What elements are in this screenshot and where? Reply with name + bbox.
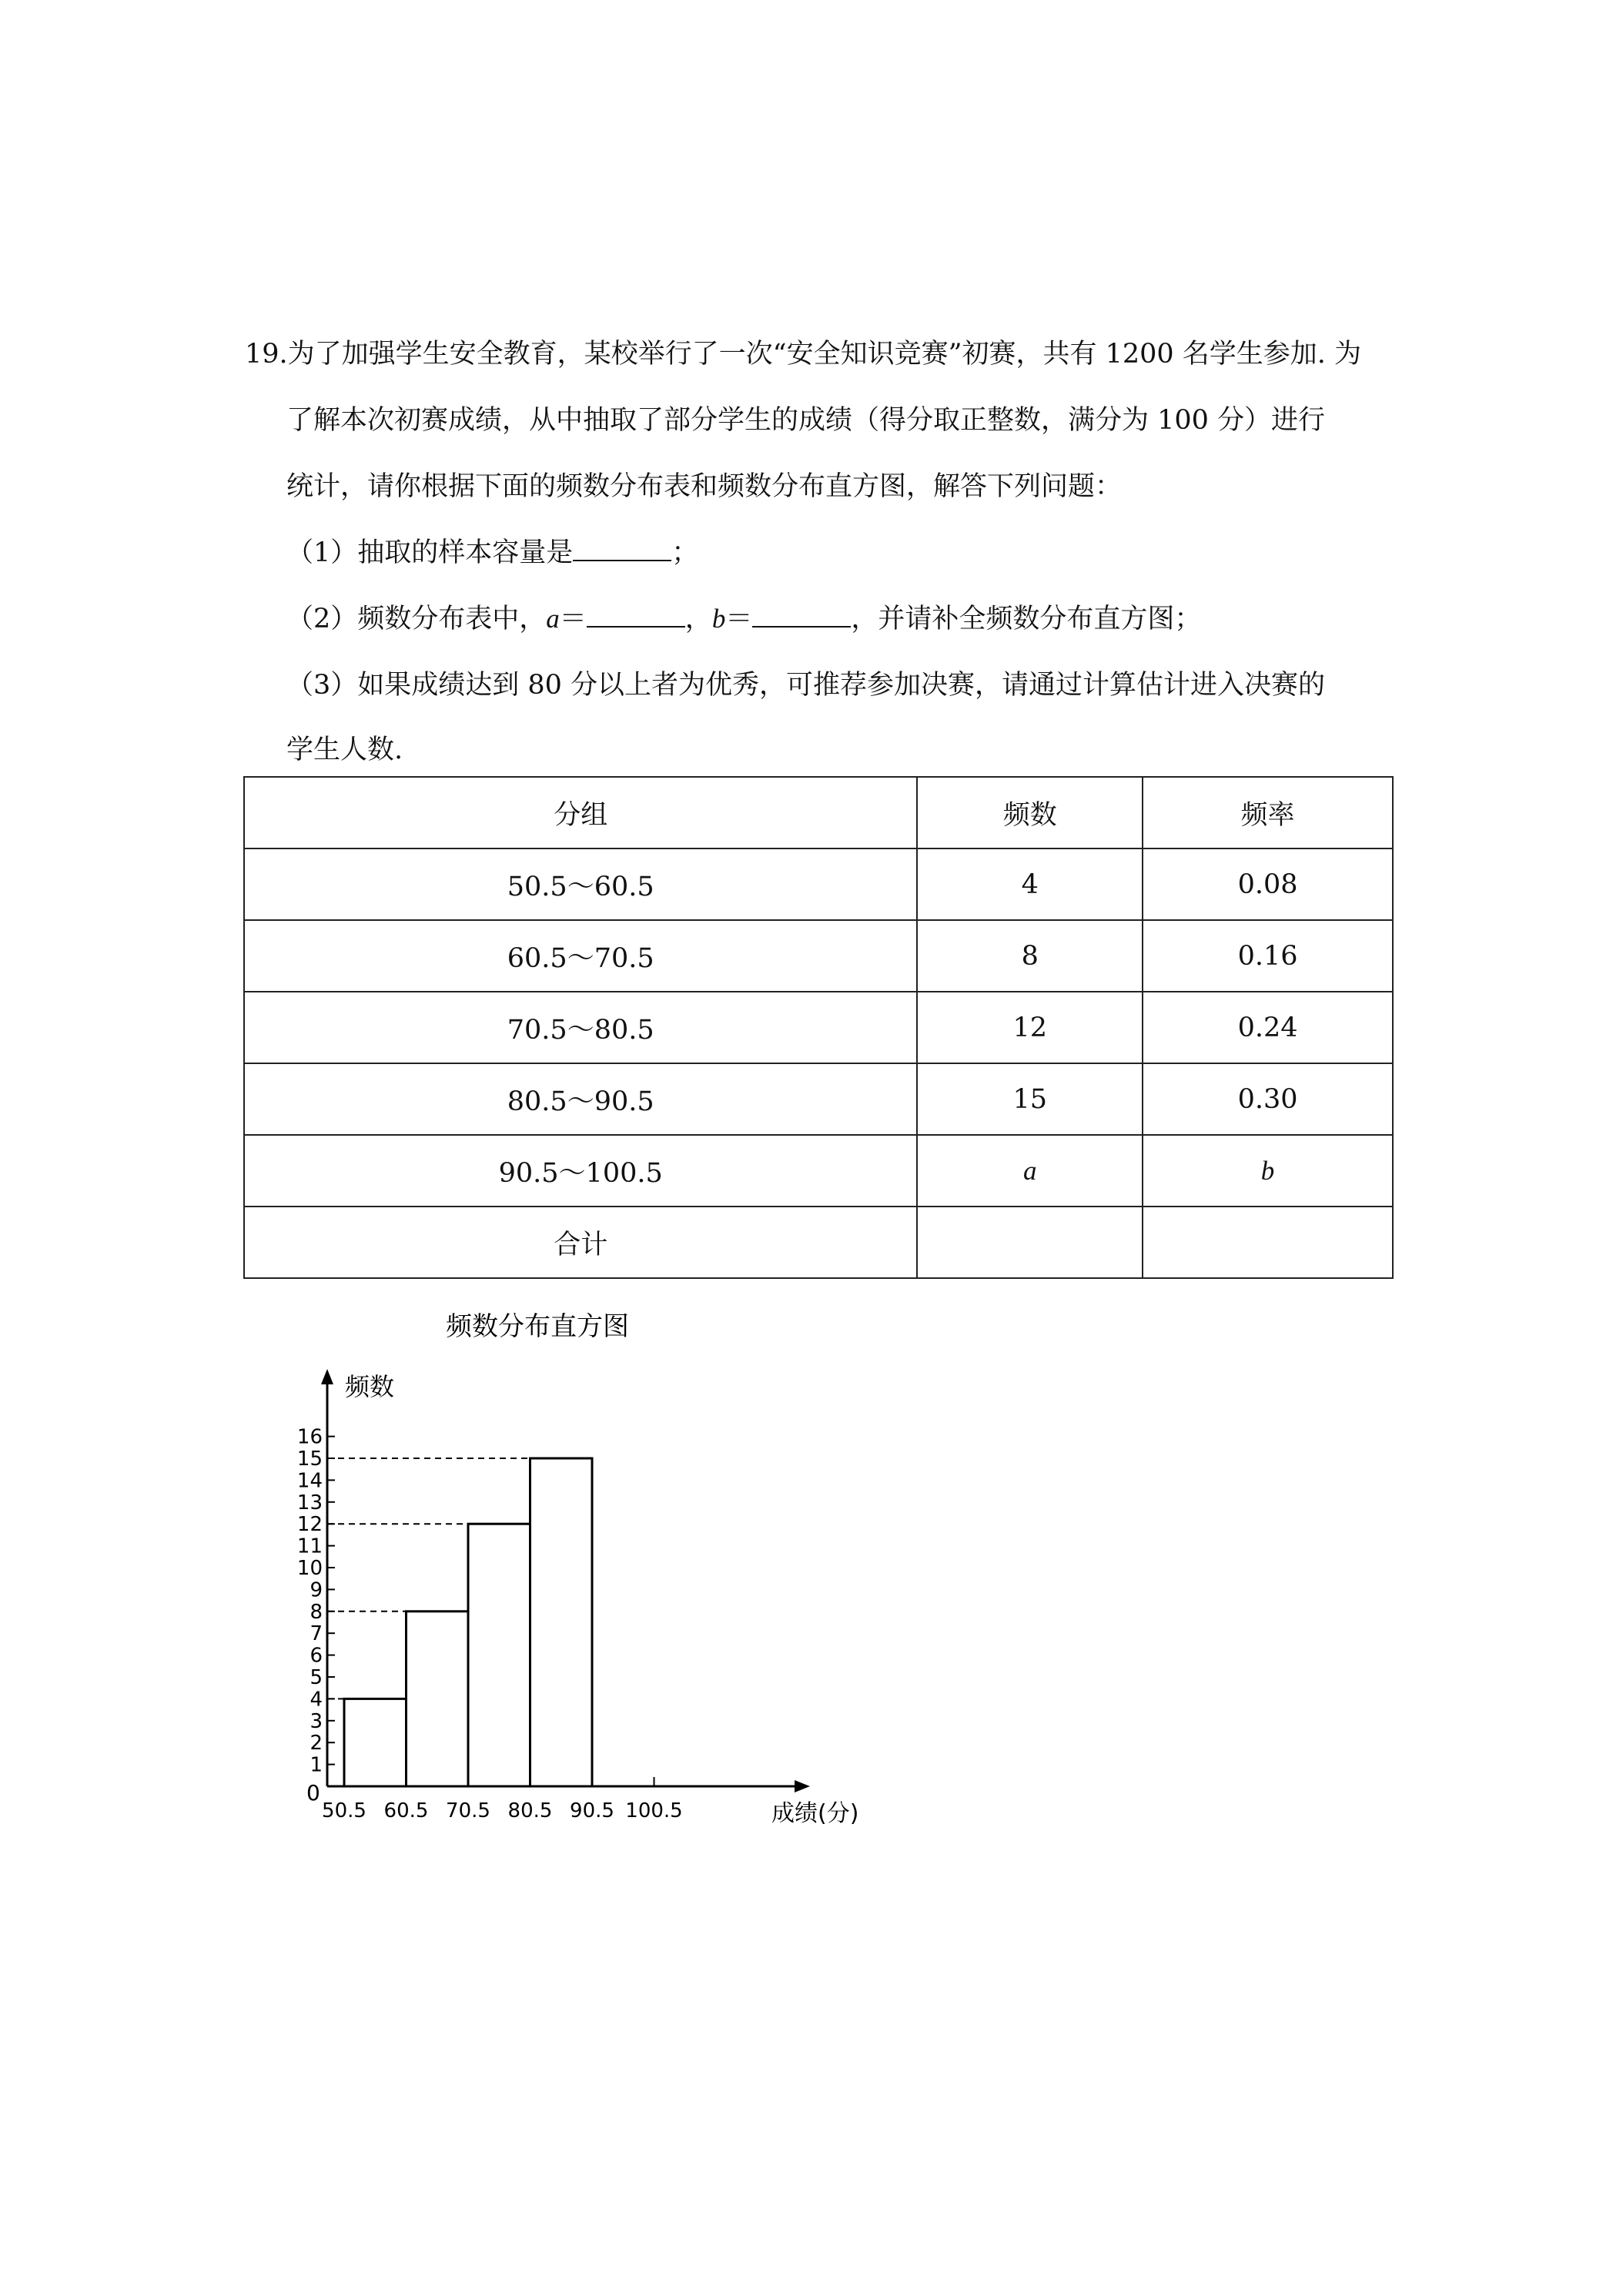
answer-blank-b[interactable] xyxy=(752,603,851,628)
table-cell-frequency-a: a xyxy=(917,1135,1143,1207)
chart-title: 频数分布直方图 xyxy=(446,1311,629,1342)
y-tick-label: 3 xyxy=(310,1709,323,1733)
part-3-line-1: （3）如果成绩达到 80 分以上者为优秀，可推荐参加决赛，请通过计算估计进入决赛的 xyxy=(286,670,1326,701)
x-tick-label: 90.5 xyxy=(570,1799,614,1822)
y-tick-label: 6 xyxy=(310,1644,323,1668)
table-row xyxy=(244,1063,1393,1135)
var-b: b xyxy=(711,604,726,634)
x-tick-label: 80.5 xyxy=(507,1799,553,1822)
y-tick-label: 1 xyxy=(310,1753,323,1777)
part-1-suffix: ； xyxy=(671,537,699,568)
y-axis-arrow-icon xyxy=(321,1369,333,1384)
question-line-1 xyxy=(245,337,1361,371)
header-group: 分组 xyxy=(244,777,917,848)
origin-label: 0 xyxy=(306,1780,320,1806)
y-tick-label: 15 xyxy=(296,1448,323,1471)
table-cell-rate: 0.30 xyxy=(1143,1063,1393,1135)
y-tick-label: 14 xyxy=(296,1469,323,1493)
x-axis-arrow-icon xyxy=(795,1780,810,1792)
table-cell-group: 80.5～90.5 xyxy=(244,1063,917,1135)
question-line-2: 了解本次初赛成绩，从中抽取了部分学生的成绩（得分取正整数，满分为 100 分）进行 xyxy=(286,405,1326,436)
table-row-total xyxy=(244,1207,1393,1278)
table-cell-group: 50.5～60.5 xyxy=(244,848,917,920)
table-cell-rate-b: b xyxy=(1143,1135,1393,1207)
x-tick-label: 70.5 xyxy=(446,1799,490,1822)
part-2 xyxy=(286,602,1201,636)
x-tick-label: 60.5 xyxy=(383,1799,429,1822)
table-cell-group: 60.5～70.5 xyxy=(244,920,917,992)
answer-blank-a[interactable] xyxy=(587,603,685,628)
equals-sign: ＝ xyxy=(559,604,587,634)
y-tick-label: 2 xyxy=(310,1732,323,1755)
table-row xyxy=(244,1135,1393,1207)
y-tick-label: 9 xyxy=(310,1578,323,1602)
frequency-table xyxy=(243,776,1394,1279)
table-row xyxy=(244,848,1393,920)
histogram-bar xyxy=(344,1699,407,1786)
header-frequency: 频数 xyxy=(917,777,1143,848)
y-ticks xyxy=(297,1426,335,1777)
table-cell-rate: 0.16 xyxy=(1143,920,1393,992)
y-tick-label: 11 xyxy=(296,1535,323,1558)
table-cell-total-label: 合计 xyxy=(244,1207,917,1278)
table-cell-frequency: 15 xyxy=(917,1063,1143,1135)
table-row xyxy=(244,992,1393,1063)
x-tick-label: 50.5 xyxy=(322,1799,366,1822)
histogram-bar xyxy=(530,1458,593,1786)
histogram-bars xyxy=(344,1458,592,1786)
header-rate: 频率 xyxy=(1143,777,1393,848)
part-1-text: （1）抽取的样本容量是 xyxy=(286,537,574,568)
table-cell-frequency: 8 xyxy=(917,920,1143,992)
question-line-3: 统计，请你根据下面的频数分布表和频数分布直方图，解答下列问题： xyxy=(286,471,1123,502)
histogram-chart xyxy=(293,1309,893,1848)
comma: ， xyxy=(684,604,712,634)
y-tick-label: 10 xyxy=(296,1557,323,1580)
question-text-line-1: 为了加强学生安全教育，某校举行了一次“安全知识竞赛”初赛，共有 1200 名学生参加. 为 xyxy=(287,339,1362,370)
table-cell-total-frequency[interactable] xyxy=(917,1207,1143,1278)
part-1 xyxy=(286,536,698,570)
y-axis-label: 频数 xyxy=(345,1372,395,1401)
part-2-text: （2）频数分布表中， xyxy=(286,604,547,634)
y-tick-label: 16 xyxy=(296,1425,323,1449)
table-cell-group: 70.5～80.5 xyxy=(244,992,917,1063)
answer-blank-sample-size[interactable] xyxy=(573,537,671,561)
y-tick-label: 8 xyxy=(310,1600,323,1624)
table-cell-group: 90.5～100.5 xyxy=(244,1135,917,1207)
table-cell-total-rate[interactable] xyxy=(1143,1207,1393,1278)
table-cell-rate: 0.24 xyxy=(1143,992,1393,1063)
equals-sign: ＝ xyxy=(725,604,753,634)
x-tick-label: 100.5 xyxy=(625,1799,683,1822)
histogram-bar xyxy=(468,1524,530,1786)
histogram-bar xyxy=(407,1612,469,1786)
part-3-line-2: 学生人数. xyxy=(286,735,403,765)
table-cell-frequency: 12 xyxy=(917,992,1143,1063)
y-tick-label: 12 xyxy=(296,1513,323,1537)
y-tick-label: 5 xyxy=(310,1666,323,1689)
y-tick-label: 7 xyxy=(310,1622,323,1646)
question-number: 19. xyxy=(245,339,288,370)
table-cell-frequency: 4 xyxy=(917,848,1143,920)
table-cell-rate: 0.08 xyxy=(1143,848,1393,920)
table-header-row xyxy=(244,777,1393,848)
part-2-suffix: ，并请补全频数分布直方图； xyxy=(851,604,1202,634)
y-tick-label: 13 xyxy=(296,1491,323,1514)
x-axis-label: 成绩(分) xyxy=(771,1800,859,1827)
y-tick-label: 4 xyxy=(310,1688,323,1712)
var-a: a xyxy=(546,604,560,634)
table-row xyxy=(244,920,1393,992)
